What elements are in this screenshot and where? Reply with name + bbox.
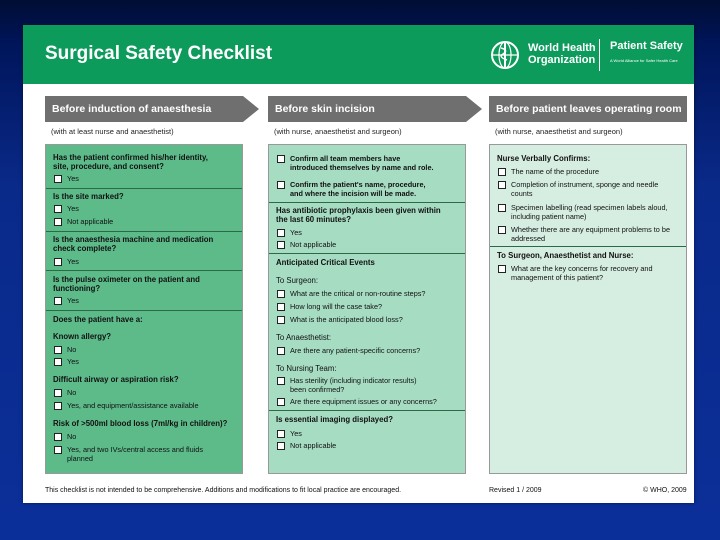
option-label: Has sterility (including indicator results) [290, 376, 417, 385]
option-label-cont: including patient name) [511, 212, 587, 221]
checkbox[interactable] [54, 358, 62, 366]
phase-subtitle-2: (with nurse, anaesthetist and surgeon) [274, 127, 402, 136]
checkbox[interactable] [277, 155, 285, 163]
checkbox[interactable] [54, 446, 62, 454]
option-label: Are there any patient-specific concerns? [290, 346, 421, 355]
divider [269, 202, 465, 203]
role-heading: To Surgeon: [276, 276, 319, 285]
option-label: Yes [67, 257, 79, 266]
option-label: Whether there are any equipment problems to be [511, 225, 670, 234]
checkbox[interactable] [277, 430, 285, 438]
question: Does the patient have a: [53, 315, 143, 324]
option-label-cont: been confirmed? [290, 385, 345, 394]
checkbox[interactable] [54, 297, 62, 305]
checkbox[interactable] [277, 398, 285, 406]
who-name [528, 42, 596, 66]
divider [46, 270, 242, 271]
option-label-cont: and where the incision will be made. [290, 189, 417, 198]
sign-out-column [489, 144, 687, 474]
option-label: Not applicable [290, 240, 337, 249]
divider [46, 310, 242, 311]
header-divider [599, 39, 600, 71]
phase-subtitle-1: (with at least nurse and anaesthetist) [51, 127, 174, 136]
section-heading: Anticipated Critical Events [276, 258, 375, 267]
checkbox[interactable] [498, 168, 506, 176]
phase-arrow-2-icon [466, 96, 482, 122]
option-label: No [67, 345, 77, 354]
option-label: What is the anticipated blood loss? [290, 315, 403, 324]
checkbox[interactable] [277, 347, 285, 355]
option-label: No [67, 388, 77, 397]
option-label: Not applicable [290, 441, 337, 450]
question: Known allergy? [53, 332, 112, 341]
divider [269, 253, 465, 254]
phase-header-3: Before patient leaves operating room [489, 96, 687, 122]
section-heading: Nurse Verbally Confirms: [497, 154, 591, 163]
checkbox[interactable] [54, 175, 62, 183]
patient-safety-label: Patient Safety [610, 40, 683, 52]
option-label: Yes [290, 228, 302, 237]
question: Is the pulse oximeter on the patient and [53, 275, 200, 284]
checkbox[interactable] [277, 241, 285, 249]
copyright: © WHO, 2009 [643, 487, 687, 494]
checkbox[interactable] [498, 181, 506, 189]
checkbox[interactable] [277, 290, 285, 298]
revision-label: Revised 1 / 2009 [489, 487, 542, 494]
divider [490, 246, 686, 247]
option-label: Confirm the patient's name, procedure, [290, 180, 426, 189]
divider [46, 188, 242, 189]
divider [269, 410, 465, 411]
question-cont: site, procedure, and consent? [53, 162, 164, 171]
checkbox[interactable] [498, 265, 506, 273]
option-label-cont: planned [67, 454, 93, 463]
option-label: How long will the case take? [290, 302, 383, 311]
checkbox[interactable] [54, 258, 62, 266]
option-label: Yes, and equipment/assistance available [67, 401, 199, 410]
option-label-cont: introduced themselves by name and role. [290, 163, 434, 172]
option-label-cont: addressed [511, 234, 546, 243]
option-label: Specimen labelling (read specimen labels aloud, [511, 203, 668, 212]
option-label: Yes [290, 429, 302, 438]
option-label: Are there equipment issues or any concerns? [290, 397, 437, 406]
option-label: What are the critical or non-routine steps? [290, 289, 426, 298]
phase-subtitle-3: (with nurse, anaesthetist and surgeon) [495, 127, 623, 136]
page-title: Surgical Safety Checklist [45, 43, 273, 64]
option-label: Completion of instrument, sponge and needle [511, 180, 659, 189]
who-line-2: Organization [528, 54, 596, 66]
divider [46, 231, 242, 232]
question: Risk of >500ml blood loss (7ml/kg in children)? [53, 419, 228, 428]
option-label: Yes [67, 204, 79, 213]
option-label: Yes [67, 174, 79, 183]
role-heading: To Anaesthetist: [276, 333, 332, 342]
option-label: Confirm all team members have [290, 154, 401, 163]
header-banner [23, 25, 694, 84]
checkbox[interactable] [277, 316, 285, 324]
checkbox[interactable] [498, 226, 506, 234]
option-label-cont: management of this patient? [511, 273, 604, 282]
checkbox[interactable] [54, 346, 62, 354]
option-label: Yes [67, 357, 79, 366]
question: Difficult airway or aspiration risk? [53, 375, 179, 384]
option-label: Yes [67, 296, 79, 305]
question: Has antibiotic prophylaxis been given within [276, 206, 441, 215]
option-label: Not applicable [67, 217, 114, 226]
time-out-column [268, 144, 466, 474]
checkbox[interactable] [277, 377, 285, 385]
checkbox[interactable] [498, 204, 506, 212]
who-globe-icon [489, 39, 521, 71]
sign-in-column [45, 144, 243, 474]
question: Is essential imaging displayed? [276, 415, 393, 424]
checkbox[interactable] [277, 303, 285, 311]
patient-safety-subtitle: A World Alliance for Safer Health Care [610, 58, 678, 63]
phase-header-1: Before induction of anaesthesia [45, 96, 243, 122]
question: Is the site marked? [53, 192, 124, 201]
checkbox[interactable] [277, 442, 285, 450]
option-label-cont: counts [511, 189, 533, 198]
option-label: No [67, 432, 77, 441]
question-cont: the last 60 minutes? [276, 215, 351, 224]
checkbox[interactable] [54, 205, 62, 213]
question-cont: functioning? [53, 284, 101, 293]
option-label: The name of the procedure [511, 167, 600, 176]
question: Is the anaesthesia machine and medication [53, 235, 214, 244]
disclaimer: This checklist is not intended to be comprehensive. Additions and modifications to fit local practice are encouraged. [45, 487, 402, 494]
checkbox[interactable] [54, 402, 62, 410]
option-label: Yes, and two IVs/central access and fluids [67, 445, 204, 454]
checkbox[interactable] [277, 229, 285, 237]
phase-header-2: Before skin incision [268, 96, 466, 122]
role-heading: To Nursing Team: [276, 364, 337, 373]
question-cont: check complete? [53, 244, 117, 253]
checkbox[interactable] [54, 433, 62, 441]
checkbox[interactable] [277, 181, 285, 189]
checklist-document [23, 25, 694, 503]
who-line-1: World Health [528, 42, 596, 54]
question: Has the patient confirmed his/her identity, [53, 153, 208, 162]
checkbox[interactable] [54, 389, 62, 397]
checkbox[interactable] [54, 218, 62, 226]
option-label: What are the key concerns for recovery and [511, 264, 653, 273]
phase-arrow-1-icon [243, 96, 259, 122]
section-heading: To Surgeon, Anaesthetist and Nurse: [497, 251, 634, 260]
